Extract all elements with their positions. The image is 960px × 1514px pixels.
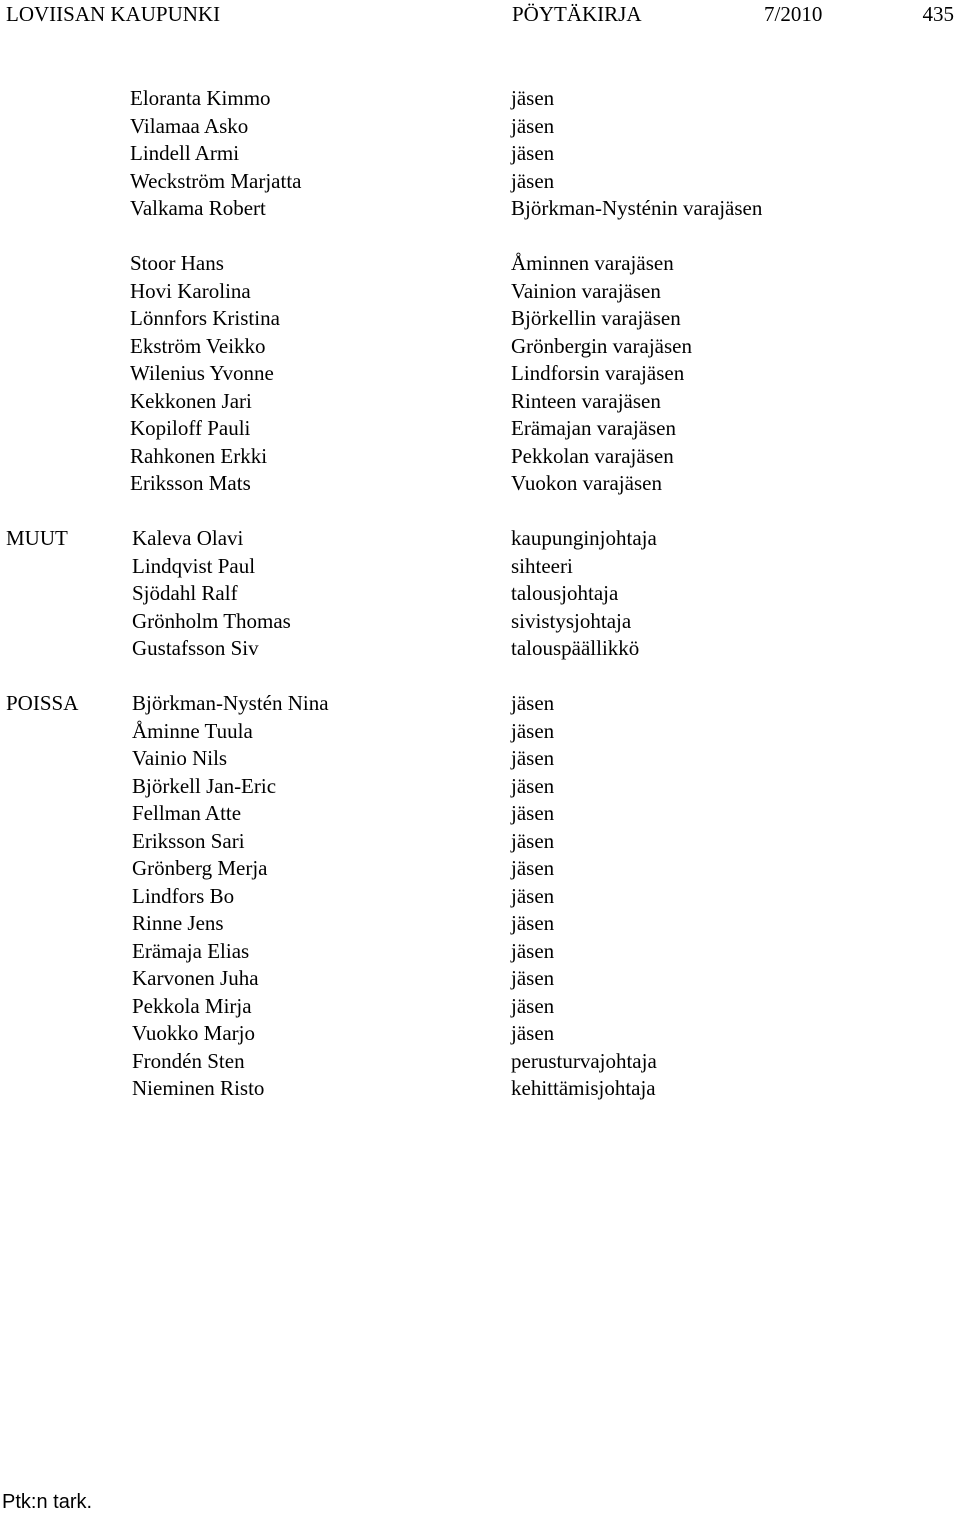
person-name: Vainio Nils xyxy=(132,746,228,770)
person-role: sivistysjohtaja xyxy=(511,608,632,633)
person-role: jäsen xyxy=(511,828,555,853)
poissa-list xyxy=(0,690,960,1103)
person-row xyxy=(0,525,960,553)
person-row xyxy=(0,1075,960,1103)
person-name: Gustafsson Siv xyxy=(132,636,259,660)
page-header xyxy=(0,0,960,30)
person-name: Björkell Jan-Eric xyxy=(132,773,277,798)
person-role: jäsen xyxy=(511,938,555,963)
person-role: jäsen xyxy=(511,113,555,138)
person-row xyxy=(0,443,960,471)
person-role: Vuokon varajäsen xyxy=(511,471,662,495)
person-role: Grönbergin varajäsen xyxy=(511,333,692,358)
person-name: Kaleva Olavi xyxy=(132,526,244,550)
person-name: Erämaja Elias xyxy=(132,938,250,963)
person-role: jäsen xyxy=(511,773,555,798)
person-row xyxy=(0,993,960,1021)
person-row xyxy=(0,1048,960,1076)
footer-note: Ptk:n tark. xyxy=(2,1491,93,1513)
person-name: Nieminen Risto xyxy=(132,1076,265,1100)
person-role: sihteeri xyxy=(511,553,573,578)
person-name: Wilenius Yvonne xyxy=(130,361,274,385)
person-name: Frondén Sten xyxy=(132,1048,245,1073)
person-name: Björkman-Nystén Nina xyxy=(132,691,329,715)
person-name: Lindell Armi xyxy=(130,141,240,165)
person-name: Hovi Karolina xyxy=(130,278,251,303)
person-name: Åminne Tuula xyxy=(132,718,253,743)
person-row xyxy=(0,278,960,306)
person-row xyxy=(0,800,960,828)
person-row xyxy=(0,168,960,196)
person-role: kehittämisjohtaja xyxy=(511,1076,656,1100)
person-row xyxy=(0,965,960,993)
person-row xyxy=(0,415,960,443)
page-number: 435 xyxy=(922,2,954,26)
section-label-poissa: POISSA xyxy=(6,691,79,715)
person-row xyxy=(0,195,960,250)
person-row xyxy=(0,140,960,168)
person-row xyxy=(0,938,960,966)
person-name: Eriksson Sari xyxy=(132,828,245,853)
person-name: Eloranta Kimmo xyxy=(130,86,271,110)
person-row xyxy=(0,883,960,911)
person-row xyxy=(0,360,960,388)
person-role: jäsen xyxy=(511,168,555,193)
person-role: jäsen xyxy=(511,801,555,825)
members-list xyxy=(0,85,960,498)
person-name: Stoor Hans xyxy=(130,251,224,275)
person-name: Valkama Robert xyxy=(130,196,266,220)
person-name: Vuokko Marjo xyxy=(132,1021,255,1045)
person-row xyxy=(0,113,960,141)
person-role: jäsen xyxy=(511,856,555,880)
person-role: kaupunginjohtaja xyxy=(511,526,657,550)
person-name: Eriksson Mats xyxy=(130,471,251,495)
person-role: jäsen xyxy=(511,1021,555,1045)
person-row xyxy=(0,333,960,361)
person-row xyxy=(0,1020,960,1048)
person-name: Rahkonen Erkki xyxy=(130,443,268,468)
person-name: Kekkonen Jari xyxy=(130,388,252,413)
person-role: jäsen xyxy=(511,691,555,715)
person-role: Rinteen varajäsen xyxy=(511,388,661,413)
person-row xyxy=(0,470,960,498)
document-type: PÖYTÄKIRJA xyxy=(512,2,642,26)
person-name: Grönholm Thomas xyxy=(132,608,291,633)
person-role: talousjohtaja xyxy=(511,581,619,605)
city-name: LOVIISAN KAUPUNKI xyxy=(6,2,221,26)
issue-number: 7/2010 xyxy=(764,2,823,26)
person-name: Grönberg Merja xyxy=(132,856,268,880)
person-role: jäsen xyxy=(511,86,555,110)
person-row xyxy=(0,388,960,416)
person-row xyxy=(0,305,960,333)
person-row xyxy=(0,910,960,938)
person-name: Lindqvist Paul xyxy=(132,553,256,578)
person-row xyxy=(0,745,960,773)
person-name: Vilamaa Asko xyxy=(130,113,249,138)
person-row xyxy=(0,828,960,856)
person-row xyxy=(0,250,960,278)
person-row xyxy=(0,690,960,718)
person-row xyxy=(0,553,960,581)
person-row xyxy=(0,580,960,608)
person-role: jäsen xyxy=(511,911,555,935)
person-name: Lönnfors Kristina xyxy=(130,306,280,330)
person-row xyxy=(0,718,960,746)
person-name: Pekkola Mirja xyxy=(132,993,252,1018)
person-row xyxy=(0,635,960,663)
person-name: Karvonen Juha xyxy=(132,966,259,990)
person-row xyxy=(0,855,960,883)
person-role: jäsen xyxy=(511,883,555,908)
person-role: jäsen xyxy=(511,746,555,770)
person-name: Kopiloff Pauli xyxy=(130,416,251,440)
person-role: Åminnen varajäsen xyxy=(511,251,674,275)
section-label-muut: MUUT xyxy=(6,526,68,550)
person-name: Weckström Marjatta xyxy=(130,168,302,193)
person-name: Rinne Jens xyxy=(132,911,224,935)
person-role: Vainion varajäsen xyxy=(511,278,661,303)
person-role: Erämajan varajäsen xyxy=(511,416,676,440)
person-name: Sjödahl Ralf xyxy=(132,581,238,605)
person-row xyxy=(0,85,960,113)
person-role: jäsen xyxy=(511,966,555,990)
person-name: Fellman Atte xyxy=(132,801,242,825)
person-role: jäsen xyxy=(511,718,555,743)
person-role: talouspäällikkö xyxy=(511,636,640,660)
person-role: jäsen xyxy=(511,141,555,165)
person-role: Björkellin varajäsen xyxy=(511,306,681,330)
person-row xyxy=(0,773,960,801)
person-role: jäsen xyxy=(511,993,555,1018)
person-role: perusturvajohtaja xyxy=(511,1048,657,1073)
person-row xyxy=(0,608,960,636)
person-role: Pekkolan varajäsen xyxy=(511,443,674,468)
muut-list xyxy=(0,525,960,663)
person-name: Ekström Veikko xyxy=(130,333,266,358)
person-role: Björkman-Nysténin varajäsen xyxy=(511,196,763,220)
person-name: Lindfors Bo xyxy=(132,883,235,908)
person-role: Lindforsin varajäsen xyxy=(511,361,685,385)
